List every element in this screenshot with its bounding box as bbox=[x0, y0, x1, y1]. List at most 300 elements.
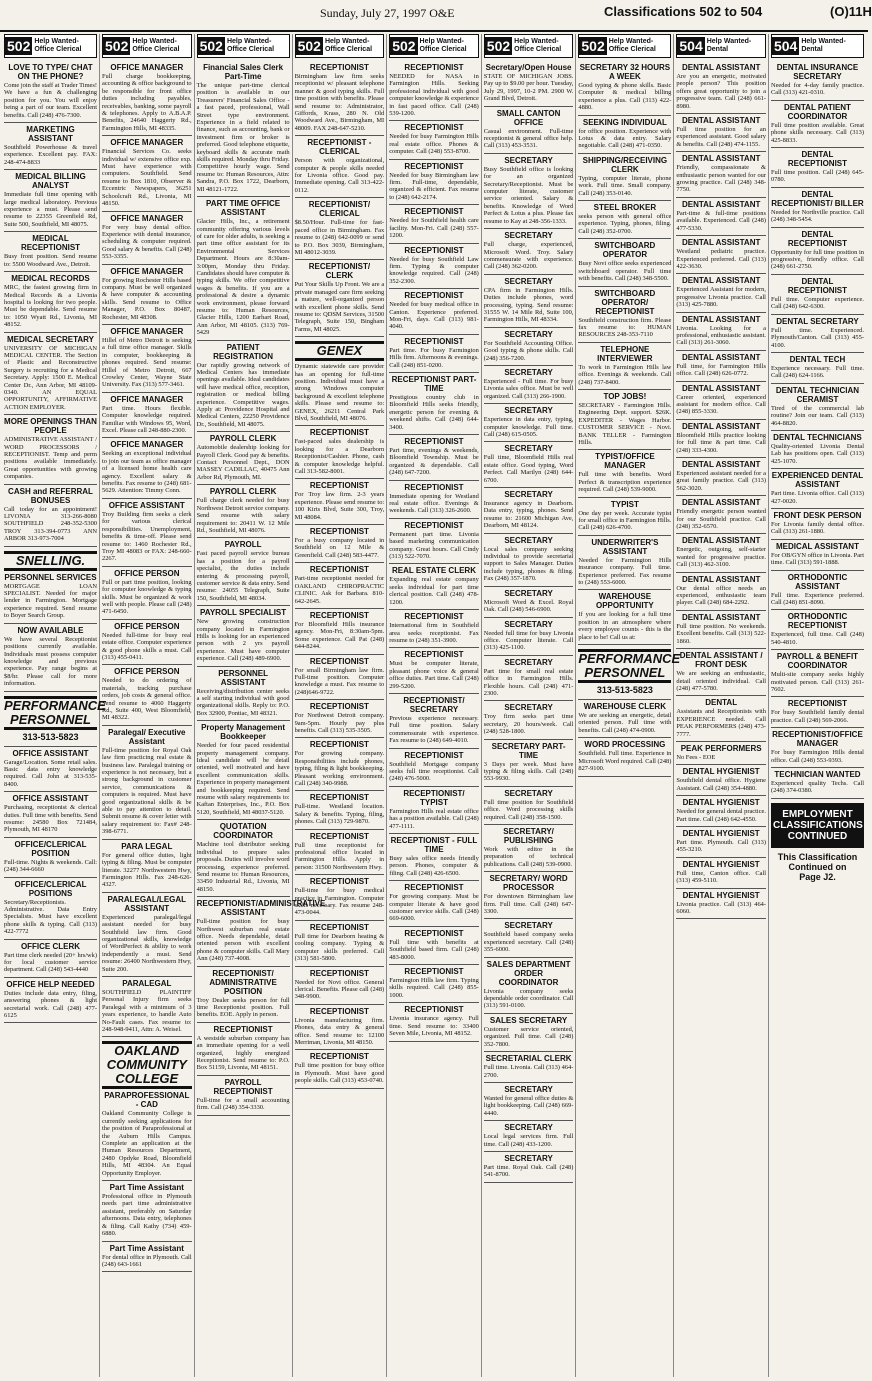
classified-ad bbox=[484, 275, 574, 328]
ad-title: SEEKING INDIVIDUAL bbox=[582, 117, 667, 127]
ad-title: RECEPTIONIST - FULL TIME bbox=[390, 836, 478, 854]
ad-title: PARALEGAL/LEGAL ASSISTANT bbox=[107, 894, 187, 913]
classified-ad bbox=[578, 239, 671, 286]
classified-ad bbox=[389, 648, 479, 694]
ad-body: Friendly, compassionate & enthusiastic person wanted for our growing practice. Call (248) 348-7750. bbox=[676, 164, 766, 194]
classified-ad bbox=[295, 875, 385, 921]
classified-ad bbox=[295, 791, 385, 829]
ad-title: SECRETARY bbox=[504, 1084, 553, 1094]
ad-body: Permanent part time. Livonia based marketing communication company. Great hours. Call Cindy (313) 522-7070. bbox=[389, 530, 479, 561]
ad-body: Are you an energetic, motivated people person? This position offers great opportunity to join a progressive team. Call (248) 661-8980. bbox=[676, 73, 766, 110]
ad-body: Insurance agency in Dearborn. Data entry, typing, phones. Send resume to: 21600 Michigan Ave, Dearborn, MI 48124. bbox=[483, 500, 574, 530]
ad-body: Financial Services Co. seeks individual w/ extensive office exp. Must have experience with computers. Southfield. Send resume to Box 1810, Observer & Eccentric Newspapers, 36251 Schoolcraft Rd., Livonia, MI 48150. bbox=[102, 148, 192, 208]
ad-body: CPA firm in Farmington Hills. Duties include phones, word processing, typing. Send resume: 31555 W. 14 Mile Rd, Suite 100, Farmington Hills, MI 48334. bbox=[483, 286, 574, 324]
ad-title: SHIPPING/RECEIVING CLERK bbox=[582, 155, 668, 174]
classified-ad bbox=[484, 366, 574, 404]
ad-title: PAYROLL CLERK bbox=[209, 487, 277, 497]
ad-title: RECEPTIONIST/ADMINISTRATIVE ASSISTANT bbox=[196, 899, 326, 918]
classified-ad bbox=[676, 420, 766, 458]
classified-ad bbox=[578, 343, 671, 390]
ad-body: Good typing & phone skills. Basic Computer & medical billing experience a plus. Call (313) 422-4880. bbox=[578, 82, 672, 112]
category-header bbox=[578, 34, 671, 58]
classified-ad bbox=[102, 665, 192, 725]
classified-ad bbox=[676, 313, 766, 351]
classified-ad bbox=[102, 1242, 192, 1273]
classified-ad bbox=[771, 650, 864, 697]
ad-title: WORD PROCESSING bbox=[584, 740, 666, 750]
ad-body: For growing company. Responsibilities include phones, typing, filing & light bookkeeping. Pleasant working environment. Call (248) 340-9988. bbox=[294, 750, 385, 787]
ad-body: Full charge bookkeeping, accounting & office background to be responsible for front office duties including payables, receivables, banking, some payroll & telephones. Apply to A.B.A.P. Benefits, 24640 Haggerty Rd., Farmington Hills, MI 48335. bbox=[102, 73, 192, 132]
classified-ad bbox=[295, 655, 385, 701]
ad-body: Full time position. No weekends. Excellent benefits. Call (313) 522-1860. bbox=[676, 622, 766, 645]
continued-page: Page J2. bbox=[799, 871, 836, 882]
ad-title: DENTAL SECRETARY bbox=[776, 316, 859, 326]
ad-title: PAYROLL bbox=[224, 540, 262, 550]
ad-title: RECEPTIONIST bbox=[404, 123, 464, 133]
section-title: Classifications 502 to 504 bbox=[604, 4, 763, 19]
ad-title: DENTAL ASSISTANT bbox=[681, 63, 761, 72]
classified-ad bbox=[484, 1152, 574, 1183]
classified-ad bbox=[197, 61, 290, 197]
ad-title: PART TIME OFFICE ASSISTANT bbox=[206, 199, 281, 218]
ad-body: Part time. Royal Oak. Call (248) 541-8700. bbox=[483, 1163, 574, 1179]
ad-body: Experienced - Full time. For busy Livonia sales office. Must be well organized. Call (313) 266-1900. bbox=[483, 377, 574, 400]
classified-ad bbox=[197, 667, 290, 722]
ad-title: SECRETARY bbox=[504, 329, 553, 339]
ad-title: DENTAL ASSISTANT / FRONT DESK bbox=[679, 651, 763, 670]
ad-title: RECEPTIONIST bbox=[404, 245, 464, 255]
category-header bbox=[197, 34, 290, 58]
ad-body: Put Your Skills Up Front. We are a private managed care firm seeking a mature, well-organized person with excellent phone skills. Send resume to: QDSM Services, 31500 Telegraph, Suite 150, Bingham Farms, MI 48025. bbox=[294, 281, 385, 333]
classified-ad bbox=[102, 1181, 192, 1241]
ad-title: RECEPTIONIST bbox=[309, 968, 369, 978]
issue-date: Sunday, July 27, 1997 O&E bbox=[320, 6, 455, 20]
classified-ad bbox=[484, 872, 574, 919]
ad-title: PERSONNEL SERVICES bbox=[4, 572, 97, 582]
category-number: 504 bbox=[679, 38, 703, 54]
classified-ad bbox=[197, 432, 290, 485]
ad-body: Fast-paced sales dealership is looking for a Dearborn Receptionist/Cashier. Phone, cash & computer knowledge helpful. Call 313-582-8001. bbox=[294, 438, 385, 476]
classified-column bbox=[578, 34, 681, 1377]
category-header bbox=[484, 34, 574, 58]
ad-body: Needed for busy Southfield Law firm. Typing & computer knowledge required. Call (248) 352-2300. bbox=[389, 255, 479, 285]
classified-column bbox=[102, 34, 195, 1377]
ad-body: Part time. Plymouth. Call (313) 455-3210. bbox=[676, 838, 766, 854]
category-number: 502 bbox=[486, 38, 511, 54]
classified-ad bbox=[389, 1003, 479, 1041]
ad-body: Energetic, outgoing, self-starter wanted for progressive practice. Call (313) 462-3100. bbox=[676, 546, 766, 569]
ad-title: DENTAL ASSISTANT bbox=[681, 352, 761, 362]
ad-title: RECEPTIONIST bbox=[404, 750, 464, 760]
ad-title: TECHNICIAN WANTED bbox=[774, 770, 861, 780]
classified-ad bbox=[295, 198, 385, 260]
ad-title: RECEPTIONIST bbox=[404, 336, 464, 346]
classified-ad bbox=[578, 738, 671, 776]
classified-ad bbox=[197, 1076, 290, 1116]
classified-ad bbox=[771, 228, 864, 275]
classified-ad bbox=[389, 927, 479, 965]
ad-body: Multi-site company seeks highly motivated person. Call (313) 261-7602. bbox=[770, 671, 864, 694]
ad-title: RECEPTIONIST bbox=[404, 883, 464, 893]
ad-title: TELEPHONE INTERVIEWER bbox=[597, 344, 653, 363]
classified-ad bbox=[295, 738, 385, 791]
ad-title: DENTAL ASSISTANT bbox=[681, 574, 761, 584]
ad-title: DENTAL ASSISTANT bbox=[681, 116, 761, 126]
ad-phone: 313-513-5823 bbox=[596, 685, 653, 696]
classified-ad bbox=[197, 538, 290, 606]
ad-body: To work in Farmington Hills law office. Evenings & weekends. Call (248) 737-8400. bbox=[578, 363, 672, 386]
classified-ad bbox=[102, 212, 192, 265]
ad-title: SECRETARY bbox=[504, 1123, 553, 1133]
classified-ad bbox=[295, 61, 385, 136]
classified-ad bbox=[484, 107, 574, 154]
ad-title: DENTAL PATIENT COORDINATOR bbox=[783, 102, 851, 121]
ad-title: LOVE TO TYPE/ CHAT ON THE PHONE? bbox=[8, 63, 93, 81]
classified-ad bbox=[102, 893, 192, 977]
ad-body: Bloomfield Hills practice looking for full time & part time. Call (248) 333-4300. bbox=[676, 431, 766, 454]
ad-title: RECEPTIONIST/OFFICE MANAGER bbox=[772, 730, 863, 749]
ad-title: OFFICE/CLERICAL POSITIONS bbox=[14, 879, 87, 898]
ad-body: Must be computer literate, pleasant phone voice & general office duties. Part time. Call (248) 299-5200. bbox=[389, 660, 479, 690]
ad-title: STEEL BROKER bbox=[593, 203, 657, 213]
ad-title: RECEPTIONIST bbox=[309, 831, 369, 841]
ad-body: Part time. For busy Farmington Hills firm. Afternoons & evenings. Call (248) 851-0200. bbox=[389, 346, 479, 369]
ad-body: For Livonia family dental office. Call (313) 261-1880. bbox=[770, 520, 864, 536]
ad-title: OFFICE CLERK bbox=[20, 941, 81, 951]
classified-ad bbox=[389, 519, 479, 565]
classified-ad bbox=[102, 136, 192, 211]
classified-column bbox=[484, 34, 577, 1377]
ad-body: Full-time for busy medical practice in Farmington. Computer skills necessary. Fax resume 248-473-0044. bbox=[294, 887, 385, 917]
classified-ad bbox=[4, 692, 106, 747]
ad-title: EXPERIENCED DENTAL ASSISTANT bbox=[771, 471, 864, 490]
ad-title: Property Management Bookkeeper bbox=[201, 723, 286, 742]
ad-title: Part Time Assistant bbox=[109, 1183, 184, 1193]
ad-title: WAREHOUSE CLERK bbox=[583, 702, 666, 712]
ad-body: Friendly energetic person wanted for our Southfield practice. Call (248) 352-6570. bbox=[676, 508, 766, 531]
ad-title: DENTAL TECHNICIANS bbox=[773, 432, 862, 442]
classified-ad bbox=[197, 197, 290, 341]
classified-ad bbox=[389, 435, 479, 481]
classified-ad bbox=[676, 496, 766, 534]
ad-body: Needed full-time for busy real estate office. Computer experience & good phone skills a must. Call (313) 455-0411. bbox=[102, 631, 192, 661]
ad-body: Southfield dental office. Hygiene Assistant. Call (248) 354-4880. bbox=[676, 777, 766, 792]
ad-body: Expanding real estate company seeks individual for part time clerical position. Call (248) 478-1200. bbox=[389, 576, 479, 606]
classifieds-page bbox=[4, 34, 866, 1377]
classified-ad bbox=[389, 610, 479, 648]
classified-ad bbox=[295, 1050, 385, 1088]
ad-title: PAYROLL CLERK bbox=[209, 434, 277, 444]
ad-body: Needed for Northville practice. Call (248) 348-5454. bbox=[770, 208, 864, 224]
classified-ad bbox=[578, 498, 671, 536]
ad-title: SECRETARY bbox=[504, 788, 553, 798]
ad-body: Duties include data entry, filing, answering phones & light secretarial work. Call (248) 477-6125 bbox=[4, 989, 97, 1020]
category-header bbox=[676, 34, 766, 58]
ad-title: ORTHODONTIC ASSISTANT bbox=[787, 572, 848, 591]
ad-title: OFFICE ASSISTANT bbox=[108, 500, 185, 510]
ad-body: Full time. Experience preferred. Call (248) 851-8090. bbox=[770, 591, 864, 606]
category-number: 504 bbox=[773, 38, 798, 54]
ad-body: Experience in data entry, typing, computer knowledge. Full time. Call (248) 615-0505. bbox=[483, 416, 574, 438]
ad-title: RECEPTIONIST bbox=[404, 161, 464, 171]
ad-body: 3 Days per week. Must have typing & filing skills. Call (248) 553-9930. bbox=[483, 760, 574, 783]
ad-title: RECEPTIONIST/ CLERICAL bbox=[308, 200, 371, 219]
ad-body: New growing construction company located in Farmington Hills is looking for an experienced person with 2 yrs payroll experience. Must have computer experience. Call (248) 489-6900. bbox=[196, 618, 290, 663]
ad-title: PAYROLL & BENEFIT COORDINATOR bbox=[776, 652, 859, 671]
ad-title: SECRETARY bbox=[504, 490, 553, 500]
ad-title: TYPIST/OFFICE MANAGER bbox=[595, 452, 655, 471]
ad-body: For growing company. Must be computer literate & have good customer service skills. Call (248) 669-6000. bbox=[389, 893, 479, 923]
classified-column bbox=[676, 34, 769, 1377]
classified-ad bbox=[4, 940, 97, 978]
classified-ad bbox=[771, 540, 864, 571]
category-label: Help Wanted-Office Clerical bbox=[514, 38, 562, 53]
ad-title: OFFICE HELP NEEDED bbox=[6, 979, 95, 989]
ad-body: Previous experience necessary. Full time position. Salary commensurate with experience. Fax resume to (248) 649-4010. bbox=[389, 714, 479, 745]
classified-ad bbox=[4, 747, 97, 793]
classified-ad bbox=[578, 287, 671, 343]
ad-body: Busy Southfield office is looking for an organized Secretary/Receptionist. Must be computer literate, customer service oriented. Salary & benefits. Knowledge of Word Perfect & Lotus a plus. Please fax resume to Kay at 248-356-1333. bbox=[483, 165, 574, 225]
ad-body: Part time. Hours flexible. Computer knowledge required. Familiar with Windows 95, Word, Excel. Please call 248-880-2300. bbox=[102, 404, 192, 435]
ad-title: DENTAL RECEPTIONIST bbox=[787, 229, 848, 248]
ad-body: Full time position. Call (248) 645-0780. bbox=[770, 169, 864, 184]
ad-body: Experienced Assistant for modern, progressive Livonia practice. Call (313) 425-7880. bbox=[676, 286, 766, 309]
ad-phone: 313-513-5823 bbox=[22, 731, 79, 742]
ad-body: For Northwest Detroit company. 9am-5pm. Hourly pay plus benefits. Call (313) 535-3505. bbox=[294, 712, 385, 734]
ad-body: Fast paced payroll service bureau has a position for a payroll specialist, the duties include entering & processing payroll, customer service & data entry. Send resume: 24055 Telegraph, Suite 150, Southfield, MI 48034. bbox=[196, 550, 290, 602]
classified-ad bbox=[389, 834, 479, 881]
classified-ad bbox=[295, 563, 385, 609]
classified-ad bbox=[771, 384, 864, 431]
classified-ad bbox=[771, 768, 864, 799]
ad-body: Typing, computer literate, phone work. Full time. Small company. Call (248) 353-0140. bbox=[578, 174, 672, 197]
ad-title: PERSONNEL ASSISTANT bbox=[218, 668, 268, 687]
ad-body: Livonia. Looking for a professional, enthusiastic assistant. Call (313) 261-3060. bbox=[676, 324, 766, 347]
ad-body: Needed to do ordering of materials, tracking purchase orders, job costs & general office. Send resume to 4060 Haggerty Rd., Suite 400, West Bloomfield, MI 48322. bbox=[102, 677, 192, 722]
classified-ad bbox=[295, 830, 385, 876]
classified-ad bbox=[578, 450, 671, 497]
ad-title: DENTAL RECEPTIONIST/ BILLER bbox=[771, 189, 864, 208]
classified-ad bbox=[102, 438, 192, 498]
ad-body: Needed for Southfield health care facility. Mon-Fri. Call (248) 557-1200. bbox=[389, 217, 479, 240]
ad-body: One day per week. Accurate typist for small office in Farmington Hills. Call (248) 626-4700. bbox=[578, 509, 672, 532]
classified-ad bbox=[771, 509, 864, 540]
ad-body: UNIVERSITY OF MICHIGAN MEDICAL CENTER. The Section of Plastic and Reconstructive Surgery is recruiting for a Medical Secretary. Apply: 1500 E. Medical Center Dr., Ann Arbor, MI 48109-0340. AN EQUAL OPPORTUNITY, AFFIRMATIVE ACTION EMPLOYER. bbox=[4, 344, 97, 411]
classified-ad bbox=[295, 136, 385, 198]
ad-title: SECRETARY bbox=[504, 588, 553, 598]
classified-ad bbox=[484, 154, 574, 229]
ad-title: MEDICAL RECEPTIONIST bbox=[20, 234, 81, 253]
ad-body: Full charge clerk needed for busy Northwest Detroit service company. Send resume with salary requirement to: 20411 W. 12 Mile Rd., Southfield, MI 48076. bbox=[196, 497, 290, 534]
ad-body: Full time, for Farmington Hills office. Call (248) 626-0772. bbox=[676, 362, 766, 378]
ad-title: RECEPTIONIST bbox=[404, 650, 464, 660]
ad-title: SECRETARY bbox=[504, 1153, 553, 1163]
category-number: 502 bbox=[581, 38, 605, 54]
classified-ad bbox=[484, 1121, 574, 1152]
ad-title: RECEPTIONIST bbox=[404, 520, 464, 530]
classified-ad bbox=[389, 787, 479, 834]
ad-title: RECEPTIONIST/ SECRETARY bbox=[403, 695, 465, 714]
ad-body: Part time, evenings & weekends, Bloomfield Township. Must be organized & dependable. Call (248) 647-7200. bbox=[389, 447, 479, 477]
classified-ad bbox=[102, 393, 192, 439]
classified-ad bbox=[4, 978, 97, 1024]
ad-body: Full time. Computer experience. Call (248) 642-6300. bbox=[770, 295, 864, 311]
classified-ad bbox=[197, 341, 290, 433]
ad-title: DENTAL ASSISTANT bbox=[681, 154, 761, 164]
ad-body: Tired of the commercial lab routine? Join our team. Call (313) 464-8820. bbox=[770, 404, 864, 427]
classified-ad bbox=[771, 188, 864, 228]
ad-title: SECRETARY bbox=[504, 155, 553, 165]
classified-ad bbox=[389, 564, 479, 610]
ad-body: Livonia insurance agency. Full time. Send resume to: 33400 Seven Mile, Livonia, MI 48152. bbox=[389, 1015, 479, 1038]
ad-body: Full time position for an experienced assistant. Good salary & benefits. Call (248) 474-1155. bbox=[676, 126, 766, 148]
ad-body: Needed for four paced residential property management company. Ideal candidate will be detail oriented, well motivated and have excellent communication skills. Experience in property management and bookkeeping required. Send resume with salary requirements to: Kaftan Enterprises, Inc., P.O. Box 5120, Southfield, MI 48037-5120. bbox=[196, 742, 290, 816]
classified-ad bbox=[676, 534, 766, 572]
ad-title: SWITCHBOARD OPERATOR bbox=[594, 241, 656, 260]
classified-ad bbox=[578, 154, 671, 201]
ad-title: SALES SECRETARY bbox=[489, 1015, 568, 1025]
category-header bbox=[4, 34, 97, 58]
classified-ad bbox=[4, 333, 97, 416]
ad-body: Busy Novi office seeks experienced switchboard operator. Full time with benefits. Call (248) 348-5500. bbox=[578, 260, 672, 283]
category-label: Help Wanted-Office Clerical bbox=[132, 38, 180, 53]
classified-ad bbox=[484, 701, 574, 739]
ad-body: Experienced quality Techs. Call (248) 374-0380. bbox=[770, 780, 864, 795]
ad-body: Farmington Hills real estate office has a position available. Call (248) 477-1111. bbox=[389, 807, 479, 830]
ad-title: PATIENT REGISTRATION bbox=[213, 342, 274, 361]
ad-body: Needed for busy medical office in Canton. Experience preferred. Mon-Fri, days. Call (313) 981-4040. bbox=[389, 301, 479, 331]
classified-ad bbox=[102, 567, 192, 620]
ad-title: SECRETARY bbox=[504, 703, 553, 713]
classified-ad bbox=[676, 573, 766, 611]
ad-body: Southfield Mortgage company seeks full time receptionist. Call (248) 476-5000. bbox=[389, 760, 479, 783]
page-header bbox=[0, 0, 872, 32]
ad-body: Our dental office needs an experienced, enthusiastic team player. Call (248) 684-2292. bbox=[676, 584, 766, 607]
category-label: Help Wanted-Office Clerical bbox=[34, 38, 82, 53]
classified-ad bbox=[4, 61, 97, 123]
ad-title: SECRETARY/ WORD PROCESSOR bbox=[489, 874, 568, 893]
employment-promo-box bbox=[771, 803, 864, 848]
ad-body: Receiving/distribution center seeks a self starting individual with good organizational skills. Reply to: P.O. Box 32900, Pontiac, MI 48321. bbox=[196, 687, 290, 717]
classified-ad bbox=[389, 694, 479, 749]
ad-body: Full-time. Westland location. Salary & benefits. Typing, filing, phones. Call (313) 729-9870. bbox=[294, 803, 385, 826]
classified-ad bbox=[676, 696, 766, 742]
classified-ad bbox=[4, 170, 97, 232]
ad-title: DENTAL RECEPTIONIST bbox=[787, 150, 848, 169]
ad-body: Glacier Hills, Inc., a retirement community offering various levels of care for older adults, is seeking a part time office assistant for its Environmental Services Department. Hours are 8:30am-3:00pm, Monday thru Friday. Candidates should have computer & typing skills. We offer competitive wages & benefits. If you are a professional & desire a dynamic work environment, please forward resume to: Human Resources, Glacier Hills, 1200 Earhart Road, Ann Arbor, MI 48105. (313) 769-5429 bbox=[196, 218, 290, 337]
ad-body: Casual environment. Full-time receptionist & general office help. Call (313) 453-3531. bbox=[483, 127, 574, 150]
ad-body: For busy Farmington Hills dental office. Call (248) 553-9393. bbox=[770, 749, 864, 764]
ad-title: SECRETARY bbox=[504, 535, 553, 545]
category-number: 502 bbox=[392, 38, 416, 54]
ad-title: RECEPTIONIST bbox=[309, 610, 369, 620]
ad-body: For OB/GYN office in Livonia. Part time. Call (313) 591-1888. bbox=[770, 551, 864, 567]
classified-ad bbox=[4, 415, 97, 484]
classified-ad bbox=[484, 61, 574, 107]
ad-title: SMALL CANTON OFFICE bbox=[496, 108, 561, 127]
ad-body: Southfield. Full time. Experience in Microsoft Word required. Call (248) 827-9100. bbox=[578, 750, 672, 773]
classified-ad bbox=[4, 838, 97, 878]
ad-title: OFFICE ASSISTANT bbox=[12, 794, 89, 804]
classified-ad bbox=[295, 426, 385, 479]
ad-body: Busy front position. Send resume to: 5500 Woodward Ave., Detroit. bbox=[4, 253, 97, 268]
ad-title: DENTAL ASSISTANT bbox=[681, 383, 761, 393]
ad-title: RECEPTIONIST bbox=[309, 922, 369, 932]
classified-ad bbox=[389, 481, 479, 519]
category-label: Help Wanted-Dental bbox=[801, 38, 846, 53]
ad-title: DENTAL HYGIENIST bbox=[682, 890, 760, 900]
advertiser-logo: PERFORMANCE PERSONNEL bbox=[578, 649, 671, 683]
ad-body: SECRETARY - Farmington Hills. Engineering Dept. support. $26K. EXPEDITER - Wages Harbor. CUSTOMER SERVICE - Novi. BANK TELLER - Farmington Hills. bbox=[578, 401, 672, 446]
ad-body: No Fees - EOE bbox=[676, 753, 716, 761]
ad-body: For growing Rochester Hills based company. Must be well organized & have computer & accounting skills. Send resume to Office Manager, P.O. Box 80487, Rochester, MI 48308. bbox=[102, 276, 192, 321]
ad-body: For a busy company located in Southfield on 12 Mile & Greenfield. Call (248) 583-4477. bbox=[294, 537, 385, 559]
category-header bbox=[295, 34, 385, 58]
ad-body: ADMINISTRATIVE ASSISTANT / WORD PROCESSORS / RECEPTIONIST. Temp and perm positions available immediately. Great opportunities with growing companies. bbox=[4, 436, 97, 481]
ad-body: Experienced paralegal/legal assistant needed for busy Southfield law firm. Good organizational skills, knowledge of WordPerfect & ability to work independently a must. Send resume: 26400 Northwestern Hwy, Suite 200. bbox=[102, 913, 192, 973]
ad-title: RECEPTIONIST bbox=[309, 565, 369, 575]
classified-ad bbox=[578, 590, 671, 645]
ad-body: Automobile dealership looking for Payroll Clerk. Good pay & benefits. Contact Personnel Dept., DON MASSEY CADILLAC, 40475 Ann Arbor Rd, Plymouth, MI. bbox=[196, 444, 290, 481]
classified-ad bbox=[102, 1037, 192, 1181]
ad-body: Full time with benefits at Southfield based firm. Call (248) 483-8000. bbox=[389, 938, 479, 961]
ad-title: DENTAL INSURANCE SECRETARY bbox=[776, 63, 859, 81]
classified-ad bbox=[102, 265, 192, 325]
classified-ad bbox=[484, 488, 574, 534]
ad-body: Seeking an exceptional individual to join our team as office manager of a licensed home health care agency. Excellent salary & benefits. Fax resume to (248) 681-5629. Attention: Timmy Conn. bbox=[102, 450, 192, 495]
category-header bbox=[102, 34, 192, 58]
ad-title: SWITCHBOARD OPERATOR/ RECEPTIONIST bbox=[594, 288, 656, 316]
classified-ad bbox=[578, 201, 671, 239]
classified-ad bbox=[4, 792, 97, 838]
ad-body: We are seeking an energetic, detail oriented person. Full time with benefits. Call (248) 474-0900. bbox=[578, 712, 672, 734]
ad-title: DENTAL TECHNICIAN CERAMIST bbox=[775, 385, 860, 404]
classified-ad bbox=[676, 274, 766, 312]
classified-ad bbox=[4, 272, 97, 332]
ad-body: MRC, the fastest growing firm in Medical Records & a Livonia hospital is looking for two people. Must be dependable. Send resume to: 1050 Wyatt Rd., Livonia, MI 48152. bbox=[4, 284, 97, 329]
ad-body: Full-time for a small accounting firm. Call (248) 354-3330. bbox=[196, 1096, 290, 1112]
classified-ad bbox=[4, 547, 97, 624]
classified-ad bbox=[102, 977, 192, 1037]
ad-title: RECEPTIONIST bbox=[309, 702, 369, 712]
classified-column bbox=[389, 34, 482, 1377]
ad-body: Wanted for general office duties & light bookkeeping. Call (248) 669-4440. bbox=[483, 1094, 574, 1117]
ad-body: $8.50/Hour. Full-time for fast-paced office in Birmingham. Fax resume to (248) 642-0099 or send to P.O. Box 3039, Birmingham, MI 48012-3039. bbox=[294, 219, 385, 256]
ad-title: OFFICE ASSISTANT bbox=[12, 748, 89, 758]
category-label: Help Wanted-Office Clerical bbox=[324, 38, 373, 53]
ad-body: Immediate opening for Westland real estate office. Evenings & weekends. Call (313) 326-2600. bbox=[389, 492, 479, 515]
ad-body: Call today for an appointment! LIVONIA 313-266-8080 SOUTHFIELD 248-352-5300 TROY 313-394-0773 ANN ARBOR 313-973-7004 bbox=[4, 505, 97, 543]
ad-body: Our rapidly growing network of Medical Centers has immediate openings available. Ideal candidates will have medical office, reception, registration or medical billing experience. Competitive wages. Apply at: Providence Hospital and Medical Centers, 22250 Providence Dr., Southfield, MI 48075. bbox=[196, 361, 290, 428]
advertiser-logo: OAKLAND COMMUNITY COLLEGE bbox=[102, 1041, 192, 1089]
ad-body: Customer service oriented, organized. Full time. Call (248) 352-7800. bbox=[483, 1025, 574, 1048]
category-number: 502 bbox=[7, 38, 31, 54]
classified-ad bbox=[771, 469, 864, 509]
ad-title: MEDICAL ASSISTANT bbox=[775, 541, 859, 551]
ad-body: Local legal services firm. Full time. Call (248) 433-1200. bbox=[483, 1133, 574, 1148]
ad-body: Full time, Canton office. Call (313) 459-5110. bbox=[676, 869, 766, 885]
ad-title: RECEPTIONIST bbox=[309, 1052, 369, 1062]
classified-ad bbox=[676, 351, 766, 382]
ad-body: Immediate full time opening with large medical laboratory. Previous experience a must. Please send resume to 22355 Greenfield Rd, Suite 500, Southfield, MI 48075. bbox=[4, 191, 97, 228]
category-label: Help Wanted-Office Clerical bbox=[419, 38, 467, 53]
ad-title: PARALEGAL bbox=[122, 978, 172, 988]
classified-ad bbox=[389, 160, 479, 206]
advertiser-logo: PERFORMANCE PERSONNEL bbox=[4, 696, 97, 730]
ad-body: Prestigious country club in Bloomfield Hills seeks friendly, energetic person for evening & weekend shifts. Call (248) 644-3400. bbox=[389, 393, 479, 431]
ad-body: Experienced, full time. Call (248) 540-4810. bbox=[770, 631, 864, 646]
ad-body: A westside suburban company has an immediate opening for a well organized, highly energized Receptionist. Send resume to: P.O. Box 51159, Livonia, MI 48151. bbox=[196, 1034, 290, 1072]
